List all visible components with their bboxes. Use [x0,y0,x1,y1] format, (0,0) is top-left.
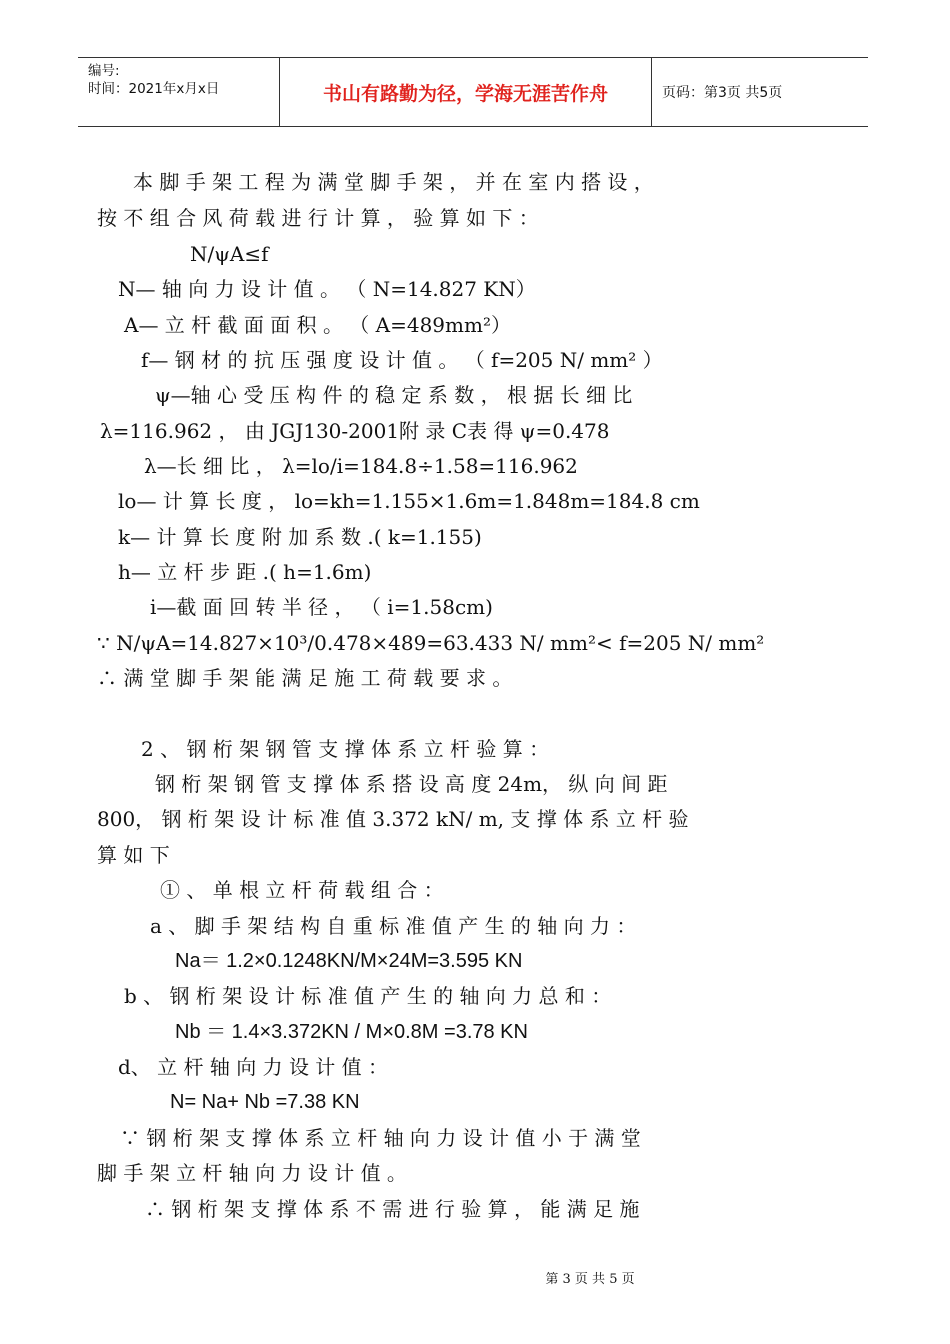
text-line: k— 计 算 长 度 附 加 系 数 .( k=1.155) [118,525,482,549]
header-motto: 书山有路勤为径，学海无涯苦作舟 [280,58,652,126]
formula-line: N/ψA≤f [190,242,269,266]
text-line: d、 立 杆 轴 向 力 设 计 值 ： [118,1055,389,1079]
formula-line: Nb ＝ 1.4×3.372KN / M×0.8M =3.78 KN [175,1021,528,1043]
text-line: N— 轴 向 力 设 计 值 。 （ N=14.827 KN） [118,277,536,301]
header-page-info: 页码：第3页 共5页 [662,85,783,101]
time-label: 时间：2021年x月x日 [88,81,220,97]
text-line: A— 立 杆 截 面 面 积 。 （ A=489mm²） [124,313,511,337]
text-line: ① 、 单 根 立 杆 荷 载 组 合 ： [160,878,444,902]
text-line: 按 不 组 合 风 荷 载 进 行 计 算 ， 验 算 如 下 ： [97,206,539,230]
text-line: λ—长 细 比 ， λ=lo/i=184.8÷1.58=116.962 [144,454,578,478]
text-line: ∴ 钢 桁 架 支 撑 体 系 不 需 进 行 验 算 ， 能 满 足 施 [145,1197,640,1221]
footer-page-number: 第 3 页 共 5 页 [545,1272,635,1287]
text-line: 本 脚 手 架 工 程 为 满 堂 脚 手 架 ， 并 在 室 内 搭 设 ， [133,170,654,194]
text-line: ∴ 满 堂 脚 手 架 能 满 足 施 工 荷 载 要 求 。 [97,666,513,690]
text-line: 脚 手 架 立 杆 轴 向 力 设 计 值 。 [97,1161,407,1185]
text-line: ∵ N/ψA=14.827×10³/0.478×489=63.433 N/ mm²< f=205 N/ mm² [97,631,765,655]
section-heading: 2 、 钢 桁 架 钢 管 支 撑 体 系 立 杆 验 算 ： [141,737,550,761]
number-label: 编号: [88,63,120,79]
text-line: i—截 面 回 转 半 径 ， （ i=1.58cm) [150,595,493,619]
text-line: h— 立 杆 步 距 .( h=1.6m) [118,560,372,584]
text-line: 钢 桁 架 钢 管 支 撑 体 系 搭 设 高 度 24m， 纵 向 间 距 [155,772,668,796]
formula-line: Na＝ 1.2×0.1248KN/M×24M=3.595 KN [175,950,523,972]
header-meta [78,58,280,126]
text-line: ∵ 钢 桁 架 支 撑 体 系 立 杆 轴 向 力 设 计 值 小 于 满 堂 [120,1126,641,1150]
text-line: f— 钢 材 的 抗 压 强 度 设 计 值 。 （ f=205 N/ mm² ） [141,348,663,372]
text-line: a 、 脚 手 架 结 构 自 重 标 准 值 产 生 的 轴 向 力 ： [150,914,637,938]
formula-line: N= Na+ Nb =7.38 KN [170,1091,360,1113]
text-line: ψ—轴 心 受 压 构 件 的 稳 定 系 数 ， 根 据 长 细 比 [155,383,633,407]
text-line: 算 如 下 [97,843,170,867]
text-line: λ=116.962 ， 由 JGJ130-2001附 录 C表 得 ψ=0.478 [100,419,610,443]
text-line: b 、 钢 桁 架 设 计 标 准 值 产 生 的 轴 向 力 总 和 ： [124,984,612,1008]
page-header [78,57,868,127]
page-footer [0,1268,950,1287]
text-line: 800， 钢 桁 架 设 计 标 准 值 3.372 kN/ m, 支 撑 体 系 立 杆 验 [97,807,689,831]
text-line: lo— 计 算 长 度 ， lo=kh=1.155×1.6m=1.848m=184.8 cm [118,489,700,513]
